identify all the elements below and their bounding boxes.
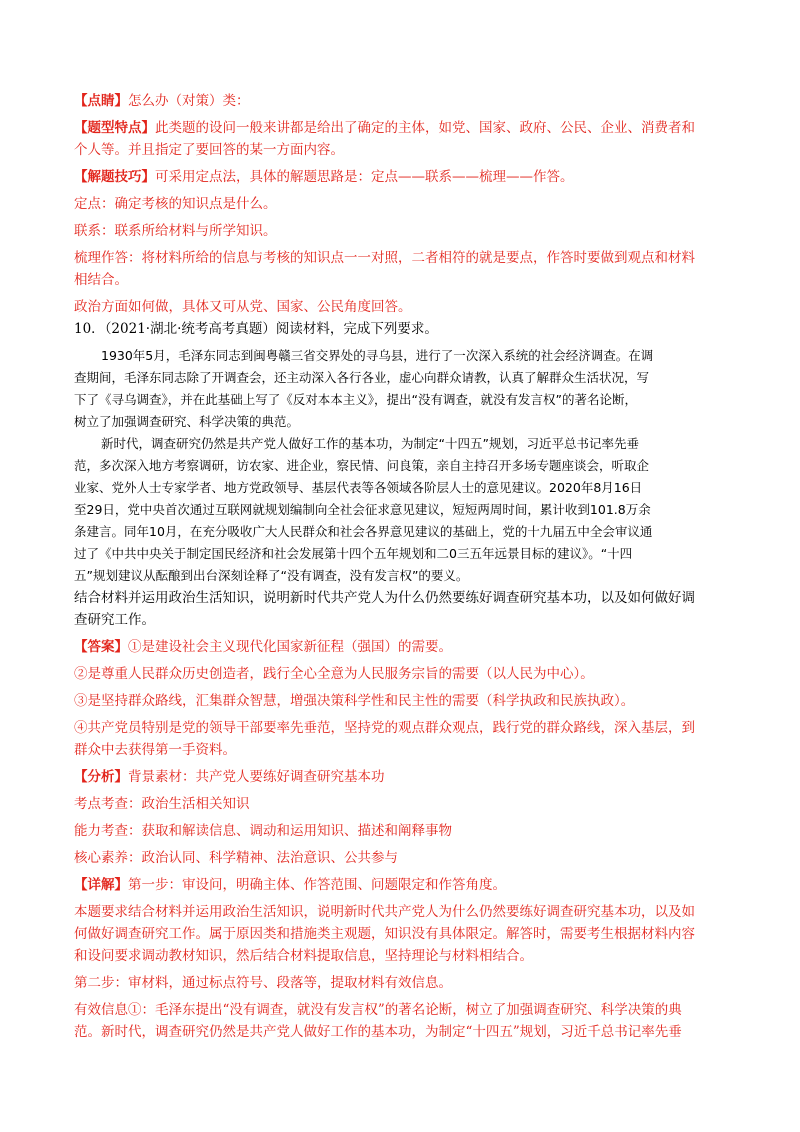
question-header [74,318,726,340]
material-line: 至29日，党中央首次通过互联网就规划编制向全社会征求意见建议，短短两周时间，累计收到101.8万余 [74,502,651,517]
shuli-line-1: 梳理作答：将材料所给的信息与考核的知识点一一对照，二者相符的就是要点，作答时要做到观点和材料 [74,250,695,266]
material-line: 新时代，调查研究仍然是共产党人做好工作的基本功，为制定“十四五”规划，习近平总书记率先垂 [101,436,639,451]
material-paragraph-1 [74,345,726,433]
dingdian-line: 定点：确定考核的知识点是什么。 [74,196,277,212]
analysis-ability: 能力考查：获取和解读信息、调动和运用知识、描述和阐释事物 [74,823,452,839]
tixing-text-2: 个人等。并且指定了要回答的某一方面内容。 [74,142,344,158]
material-line: 过了《中共中央关于制定国民经济和社会发展第十四个五年规划和二0三五年远景目标的建议》。“十四 [74,546,633,561]
material-line: 下了《寻乌调查》，并在此基础上写了《反对本本主义》，提出“没有调查，就没有发言权”的著名论断， [74,392,637,407]
answer-tag: 【答案】 [74,639,128,655]
material-line: 范，多次深入地方考察调研，访农家、进企业，察民情、问良策，亲自主持召开多场专题座谈会，听取企 [74,458,650,473]
detail-step-2: 第二步：审材料，通过标点符号、段落等，提取材料有效信息。 [74,975,452,991]
analysis-line [74,766,726,788]
detail-info1-line-1: 有效信息①：毛泽东提出“没有调查，就没有发言权”的著名论断，树立了加强调查研究、科学决策的典 [74,1002,682,1018]
dianjing-line [74,90,726,112]
answer-line-1 [74,636,726,658]
jiqiao-line [74,166,726,188]
material-line: 1930年5月，毛泽东同志到闽粤赣三省交界处的寻乌县，进行了一次深入系统的社会经济调查。在调 [101,348,654,363]
zhengzhi-line: 政治方面如何做，具体又可从党、国家、公民角度回答。 [74,299,412,315]
question-ask-1: 结合材料并运用政治生活知识，说明新时代共产党人为什么仍然要练好调查研究基本功，以及如何做好调 [74,590,695,606]
document-page [74,90,726,1043]
material-line: 树立了加强调查研究、科学决策的典范。 [74,414,300,429]
question-instruction: 阅读材料，完成下列要求。 [275,321,438,337]
detail-p1-line-2: 何做好调查研究工作。属于原因类和措施类主观题，知识没有具体限定。解答时，需要考生根据材料内容 [74,926,695,942]
answer-item-2: ②是尊重人民群众历史创造者，践行全心全意为人民服务宗旨的需要（以人民为中心）。 [74,666,594,682]
material-line: 五”规划建议从酝酿到出台深刻诠释了“没有调查，没有发言权”的要义。 [74,568,469,583]
analysis-literacy: 核心素养：政治认同、科学精神、法治意识、公共参与 [74,850,398,866]
jiqiao-tag: 【解题技巧】 [74,169,155,185]
material-line: 业家、党外人士专家学者、地方党政领导、基层代表等各领域各阶层人士的意见建议。2020年8月16日 [74,480,643,495]
detail-line [74,874,726,896]
jiqiao-text: 可采用定点法，具体的解题思路是：定点——联系——梳理——作答。 [155,169,574,185]
question-ask-2: 查研究工作。 [74,612,155,628]
answer-item-4-line-1: ④共产党员特别是党的领导干部要率先垂范，坚持党的观点群众观点，践行党的群众路线，深入基层，到 [74,720,695,736]
dianjing-text: 怎么办（对策）类： [128,93,250,109]
material-line: 查期间，毛泽东同志除了开调查会，还主动深入各行各业，虚心向群众请教，认真了解群众生活状况，写 [74,370,650,385]
question-source: （2021·湖北·统考高考真题） [104,321,276,337]
dianjing-tag: 【点睛】 [74,93,128,109]
lianxi-line: 联系：联系所给材料与所学知识。 [74,223,277,239]
analysis-background: 背景素材：共产党人要练好调查研究基本功 [128,769,385,785]
answer-item-4-line-2: 群众中去获得第一手资料。 [74,742,236,758]
material-paragraph-2 [74,433,726,587]
shuli-line-2: 相结合。 [74,272,128,288]
detail-step-1: 第一步：审设问，明确主体、作答范围、问题限定和作答角度。 [128,877,506,893]
tixing-tag: 【题型特点】 [74,120,155,136]
answer-item-1: ①是建设社会主义现代化国家新征程（强国）的需要。 [128,639,452,655]
analysis-point: 考点考查：政治生活相关知识 [74,796,250,812]
material-line: 条建言。同年10月，在充分吸收广大人民群众和社会各界意见建议的基础上，党的十九届五中全会审议通 [74,524,653,539]
detail-p1-line-1: 本题要求结合材料并运用政治生活知识，说明新时代共产党人为什么仍然要练好调查研究基本功，以及如 [74,904,695,920]
detail-info1-line-2: 范。新时代，调查研究仍然是共产党人做好工作的基本功，为制定“十四五”规划，习近千总书记率先垂 [74,1024,682,1040]
detail-tag: 【详解】 [74,877,128,893]
tixing-line-1 [74,117,726,139]
tixing-text-1: 此类题的设问一般来讲都是给出了确定的主体，如党、国家、政府、公民、企业、消费者和 [155,120,695,136]
question-number: 10． [74,321,105,337]
detail-p1-line-3: 和设问要求调动教材知识，然后结合材料提取信息，坚持理论与材料相结合。 [74,948,533,964]
answer-item-3: ③是坚持群众路线，汇集群众智慧，增强决策科学性和民主性的需要（科学执政和民族执政）。 [74,693,635,709]
analysis-tag: 【分析】 [74,769,128,785]
